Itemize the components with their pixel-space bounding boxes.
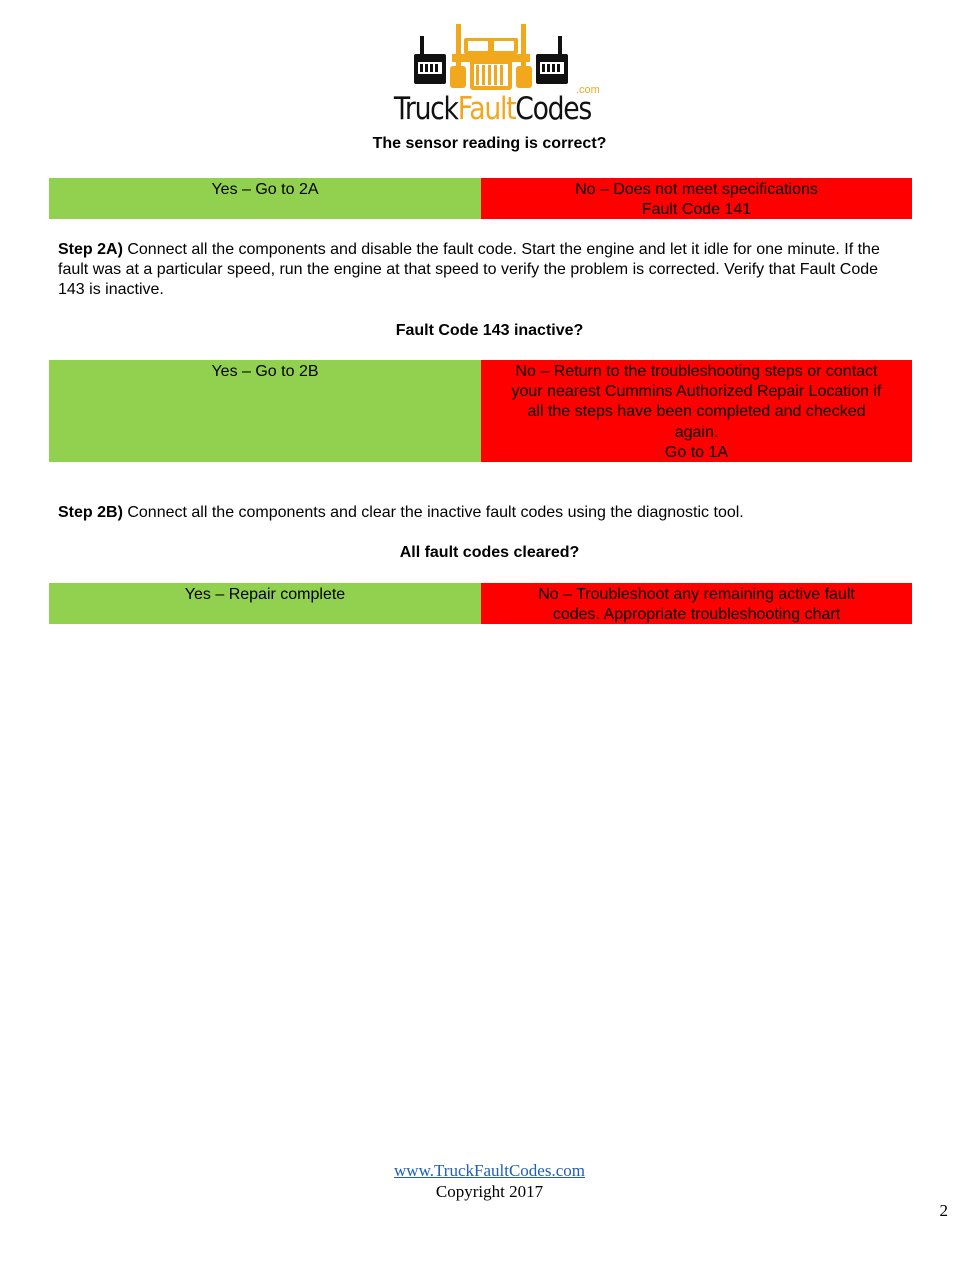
footer: [0, 1160, 979, 1202]
no-line: No – Does not meet specifications: [575, 181, 818, 198]
no-cell: [481, 178, 912, 219]
page-number: 2: [939, 1201, 948, 1220]
step-label: Step 2B): [58, 504, 123, 521]
no-line: codes. Appropriate troubleshooting chart: [552, 606, 841, 624]
logo-text: [393, 91, 591, 127]
truck-icon: [412, 20, 570, 92]
step-label: Step 2A): [58, 241, 123, 258]
decision-table-3: [49, 583, 912, 624]
logo: [378, 20, 604, 128]
no-line: No – Return to the troubleshooting steps or contact: [515, 363, 878, 380]
step-2b: [58, 503, 908, 523]
logo-text-fault: Fault: [457, 91, 516, 127]
step-text: Connect all the components and clear the inactive fault codes using the diagnostic tool.: [122, 504, 744, 521]
no-cell: [481, 360, 912, 462]
decision-table-1: [49, 178, 912, 219]
question-all-cleared: All fault codes cleared?: [399, 544, 580, 561]
step-2a: [58, 240, 908, 301]
decision-table-2: [49, 360, 912, 462]
yes-cell: Yes – Repair complete: [49, 583, 481, 624]
logo-com: .com: [576, 84, 600, 96]
step-text: Connect all the components and disable the fault code. Start the engine and let it idle for one minute. If the fault was at a particular speed, run the engine at that speed to verify the problem is corrected. Verify that Fault Code 143 is inactive.: [58, 241, 880, 299]
yes-cell: Yes – Go to 2B: [49, 360, 481, 462]
no-line: your nearest Cummins Authorized Repair Location if: [511, 383, 882, 401]
copyright: Copyright 2017: [435, 1182, 544, 1201]
question-sensor-reading: The sensor reading is correct?: [372, 135, 607, 152]
no-line: No – Troubleshoot any remaining active fault: [538, 586, 855, 603]
yes-cell: Yes – Go to 2A: [49, 178, 481, 219]
no-line: again.: [674, 423, 719, 441]
website-link[interactable]: www.TruckFaultCodes.com: [394, 1161, 585, 1180]
question-fault-143-inactive: Fault Code 143 inactive?: [395, 322, 584, 339]
no-line: Fault Code 141: [641, 201, 752, 219]
no-cell: [481, 583, 912, 624]
logo-text-codes: Codes: [515, 91, 591, 127]
logo-text-truck: Truck: [393, 91, 458, 127]
no-line: Go to 1A: [664, 443, 729, 461]
no-line: all the steps have been completed and checked: [527, 403, 866, 421]
